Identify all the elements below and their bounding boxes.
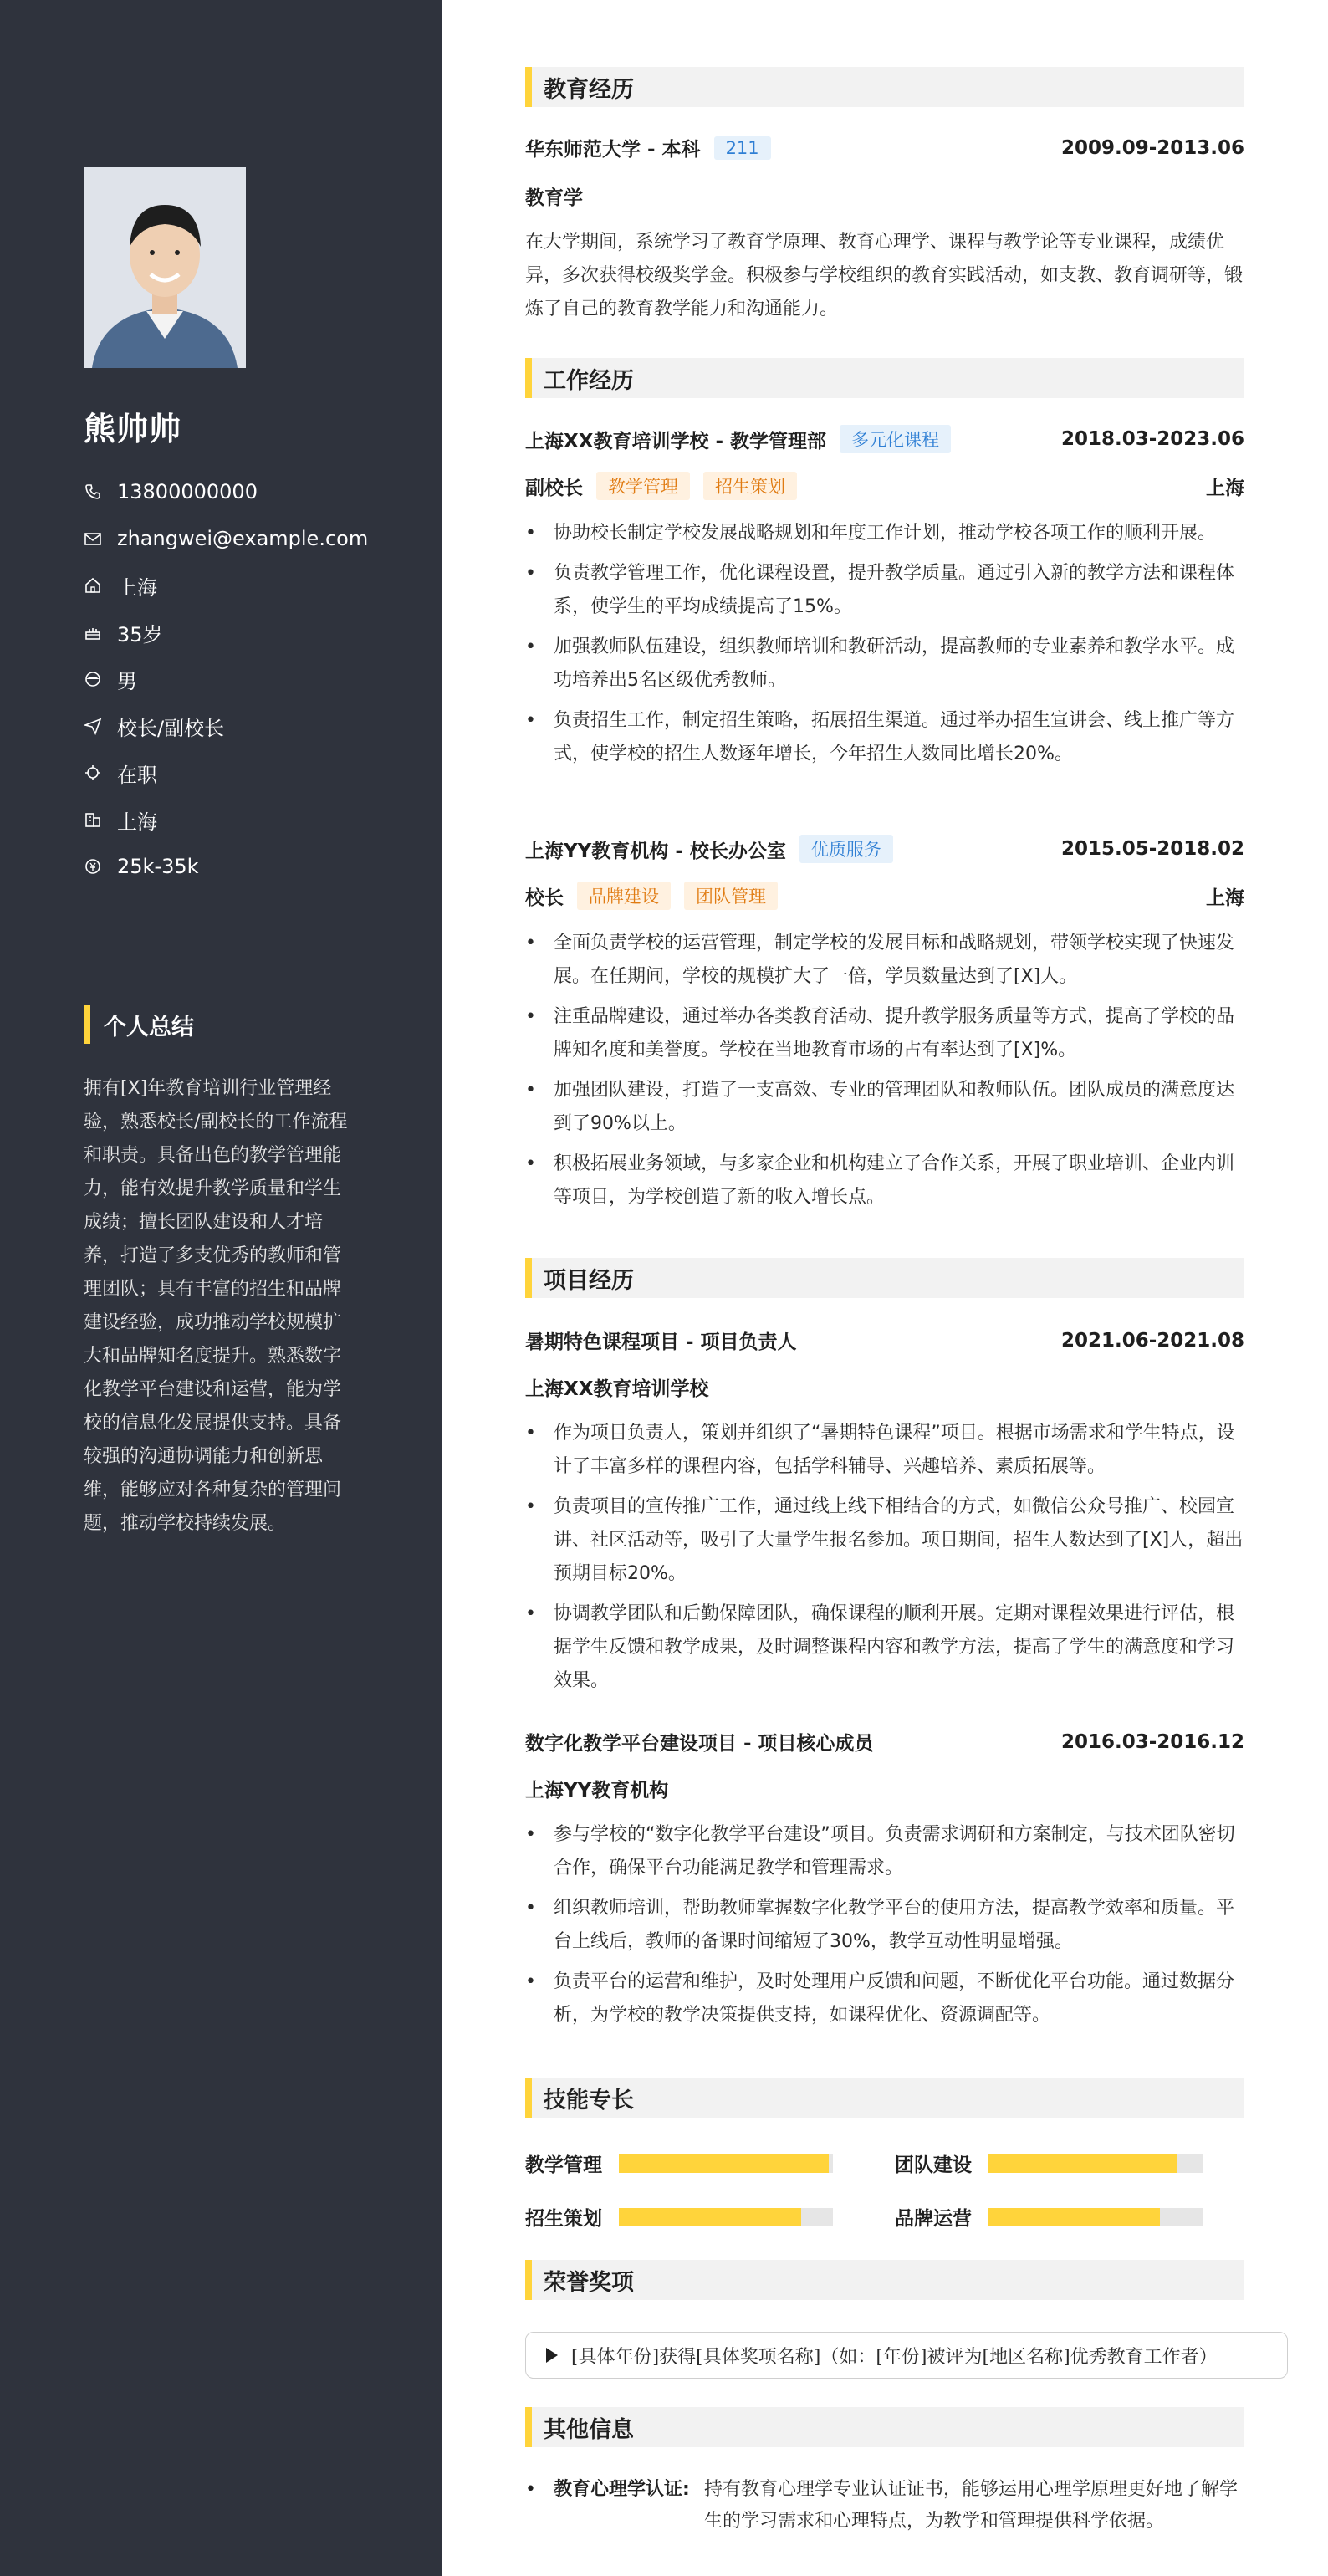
major: 教育学 — [525, 187, 583, 209]
accent-bar — [525, 2078, 532, 2118]
skill-item — [525, 2149, 833, 2177]
age-icon — [84, 623, 102, 641]
job-skill-tag: 招生策划 — [703, 472, 797, 500]
job-tag: 多元化课程 — [840, 425, 951, 453]
school-tag: 211 — [714, 136, 771, 160]
skill-item — [895, 2203, 1203, 2231]
skill-bar — [988, 2154, 1203, 2173]
skill-item — [525, 2203, 833, 2231]
contact-city — [84, 562, 418, 609]
skill-bar-fill — [619, 2154, 829, 2173]
project-duties — [525, 1417, 1244, 1705]
education-date: 2009.09-2013.06 — [1060, 136, 1244, 159]
list-item: • 负责项目的宣传推广工作，通过线上线下相结合的方式，如微信公众号推广、校园宣讲、社区活动等，吸引了大量学生报名参加。项目期间，招生人数达到了[X]人，超出预期目标20%。 — [525, 1490, 1244, 1591]
accent-bar — [525, 358, 532, 398]
work-title: 工作经历 — [544, 367, 634, 394]
contact-target-city — [84, 796, 418, 843]
project-org: 上海XX教育培训学校 — [525, 1378, 709, 1400]
avatar — [84, 167, 246, 368]
major-row — [525, 182, 1244, 210]
contact-phone — [84, 468, 418, 515]
age-text: 35岁 — [117, 622, 163, 647]
education-row — [525, 134, 1244, 161]
salary-icon — [84, 857, 102, 876]
project-name: 暑期特色课程项目 - 项目负责人 — [525, 1331, 797, 1353]
job-tag: 优质服务 — [799, 835, 893, 863]
project-header — [525, 1728, 1244, 1756]
avatar-illustration — [84, 167, 246, 368]
email-text: zhangwei@example.com — [117, 527, 369, 550]
other-title: 其他信息 — [544, 2416, 634, 2443]
accent-bar — [525, 1258, 532, 1298]
job-city: 上海 — [1206, 887, 1244, 909]
skill-name: 招生策划 — [525, 2208, 602, 2230]
skill-bar — [988, 2208, 1203, 2226]
work-heading — [525, 358, 1244, 398]
bullet-dot: • — [525, 2479, 536, 2500]
accent-bar — [525, 2260, 532, 2300]
other-key: 教育心理学认证: — [554, 2479, 690, 2500]
list-item: • 负责平台的运营和维护，及时处理用户反馈和问题，不断优化平台功能。通过数据分析，为学校的教学决策提供支持，如课程优化、资源调配等。 — [525, 1965, 1244, 2032]
summary-heading — [84, 1005, 194, 1044]
projects-heading — [525, 1258, 1244, 1298]
projects-title: 项目经历 — [544, 1267, 634, 1294]
city-icon — [84, 810, 102, 829]
honor-text: [具体年份]获得[具体奖项名称]（如：[年份]被评为[地区名称]优秀教育工作者） — [571, 2346, 1218, 2368]
gender-text: 男 — [117, 669, 137, 693]
job-date: 2015.05-2018.02 — [1060, 838, 1244, 860]
skill-bar — [619, 2154, 833, 2173]
salary-text: 25k-35k — [117, 855, 199, 878]
skill-bar-fill — [988, 2154, 1177, 2173]
job-header — [525, 425, 1244, 453]
education-title: 教育经历 — [544, 76, 634, 103]
project-name: 数字化教学平台建设项目 - 项目核心成员 — [525, 1733, 874, 1755]
contact-age — [84, 609, 418, 656]
job-company: 上海XX教育培训学校 - 教学管理部 — [525, 430, 827, 452]
skill-bar-fill — [619, 2208, 801, 2226]
city-text: 上海 — [117, 575, 157, 600]
candidate-name: 熊帅帅 — [84, 411, 182, 447]
position-icon — [84, 717, 102, 735]
job-city: 上海 — [1206, 477, 1244, 499]
list-item: • 组织教师培训，帮助教师掌握数字化教学平台的使用方法，提高教学效率和质量。平台上线后，教师的备课时间缩短了30%，教学互动性明显增强。 — [525, 1892, 1244, 1959]
skill-bar-fill — [988, 2208, 1160, 2226]
job-role-row — [525, 472, 1244, 500]
job-skill-tag: 团队管理 — [684, 882, 778, 910]
gender-icon — [84, 670, 102, 688]
mail-icon — [84, 529, 102, 548]
job-duties — [525, 517, 1244, 778]
skills-heading — [525, 2078, 1244, 2118]
honor-item[interactable] — [525, 2332, 1288, 2379]
job-header — [525, 835, 1244, 863]
list-item: • 积极拓展业务领域，与多家企业和机构建立了合作关系，开展了职业培训、企业内训等项目，为学校创造了新的收入增长点。 — [525, 1147, 1244, 1214]
list-item: • 负责教学管理工作，优化课程设置，提升教学质量。通过引入新的教学方法和课程体系，使学生的平均成绩提高了15%。 — [525, 557, 1244, 624]
list-item: • 加强教师队伍建设，组织教师培训和教研活动，提高教师的专业素养和教学水平。成功培养出5名区级优秀教师。 — [525, 631, 1244, 698]
status-text: 在职 — [117, 763, 157, 787]
sidebar — [0, 0, 442, 2576]
other-item — [525, 2474, 1244, 2538]
project-org-row — [525, 1373, 1244, 1401]
list-item: • 全面负责学校的运营管理，制定学校的发展目标和战略规划，带领学校实现了快速发展。在任期间，学校的规模扩大了一倍，学员数量达到了[X]人。 — [525, 927, 1244, 994]
list-item: • 作为项目负责人，策划并组织了“暑期特色课程”项目。根据市场需求和学生特点，设计了丰富多样的课程内容，包括学科辅导、兴趣培养、素质拓展等。 — [525, 1417, 1244, 1484]
project-date: 2021.06-2021.08 — [1060, 1329, 1244, 1352]
contact-status — [84, 749, 418, 796]
list-item: • 加强团队建设，打造了一支高效、专业的管理团队和教师队伍。团队成员的满意度达到了90%以上。 — [525, 1074, 1244, 1141]
summary-title: 个人总结 — [104, 1014, 194, 1040]
contact-gender — [84, 656, 418, 703]
job-role: 副校长 — [525, 477, 583, 499]
contact-position — [84, 703, 418, 749]
contact-salary — [84, 843, 418, 890]
status-icon — [84, 764, 102, 782]
project-duties — [525, 1818, 1244, 2039]
other-heading — [525, 2407, 1244, 2447]
expand-triangle-icon[interactable] — [546, 2348, 558, 2363]
accent-bar — [525, 67, 532, 107]
phone-icon — [84, 483, 102, 501]
position-text: 校长/副校长 — [117, 716, 225, 740]
list-item: • 参与学校的“数字化教学平台建设”项目。负责需求调研和方案制定，与技术团队密切合作，确保平台功能满足教学和管理需求。 — [525, 1818, 1244, 1885]
honors-title: 荣誉奖项 — [544, 2269, 634, 2296]
contact-email — [84, 515, 418, 562]
skill-item — [895, 2149, 1203, 2177]
list-item: • 注重品牌建设，通过举办各类教育活动、提升教学服务质量等方式，提高了学校的品牌知名度和美誉度。学校在当地教育市场的占有率达到了[X]%。 — [525, 1000, 1244, 1067]
job-duties — [525, 927, 1244, 1221]
project-org-row — [525, 1775, 1244, 1802]
summary-text: 拥有[X]年教育培训行业管理经验，熟悉校长/副校长的工作流程和职责。具备出色的教学管理能力，能有效提升教学质量和学生成绩；擅长团队建设和人才培养，打造了多支优秀的教师和管理团队；具有丰富的招生和品牌建设经验，成功推动学校规模扩大和品牌知名度提升。熟悉数字化教学平台建设和运营，能为学校的信息化发展提供支持。具备较强的沟通协调能力和创新思维，能够应对各种复杂的管理问题，推动学校持续发展。 — [84, 1078, 348, 1534]
skill-name: 教学管理 — [525, 2154, 602, 2176]
job-role: 校长 — [525, 887, 564, 909]
skills-title: 技能专长 — [544, 2087, 634, 2113]
job-company: 上海YY教育机构 - 校长办公室 — [525, 840, 786, 862]
school-name: 华东师范大学 - 本科 — [525, 139, 701, 161]
list-item: • 协助校长制定学校发展战略规划和年度工作计划，推动学校各项工作的顺利开展。 — [525, 517, 1244, 550]
accent-bar — [84, 1005, 90, 1044]
accent-bar — [525, 2407, 532, 2447]
job-date: 2018.03-2023.06 — [1060, 428, 1244, 450]
skill-name: 品牌运营 — [895, 2208, 972, 2230]
skill-name: 团队建设 — [895, 2154, 972, 2176]
job-skill-tag: 品牌建设 — [577, 882, 671, 910]
phone-text: 13800000000 — [117, 480, 258, 503]
list-item: • 协调教学团队和后勤保障团队，确保课程的顺利开展。定期对课程效果进行评估，根据学生反馈和教学成果，及时调整课程内容和教学方法，提高了学生的满意度和学习效果。 — [525, 1597, 1244, 1698]
other-value: 持有教育心理学专业认证证书，能够运用心理学原理更好地了解学生的学习需求和心理特点，为教学和管理提供科学依据。 — [704, 2479, 1239, 2532]
target-city-text: 上海 — [117, 810, 157, 834]
honors-heading — [525, 2260, 1244, 2300]
project-org: 上海YY教育机构 — [525, 1780, 669, 1802]
education-desc: 在大学期间，系统学习了教育学原理、教育心理学、课程与教学论等专业课程，成绩优异，多次获得校级奖学金。积极参与学校组织的教育实践活动，如支教、教育调研等，锻炼了自己的教育教学能力和沟通能力。 — [525, 232, 1244, 319]
contact-list — [84, 468, 418, 890]
home-icon — [84, 576, 102, 595]
skill-bar — [619, 2208, 833, 2226]
education-heading — [525, 67, 1244, 107]
list-item: • 负责招生工作，制定招生策略，拓展招生渠道。通过举办招生宣讲会、线上推广等方式，使学校的招生人数逐年增长，今年招生人数同比增长20%。 — [525, 704, 1244, 771]
project-header — [525, 1326, 1244, 1354]
project-date: 2016.03-2016.12 — [1060, 1730, 1244, 1753]
job-role-row — [525, 882, 1244, 910]
job-skill-tag: 教学管理 — [596, 472, 690, 500]
